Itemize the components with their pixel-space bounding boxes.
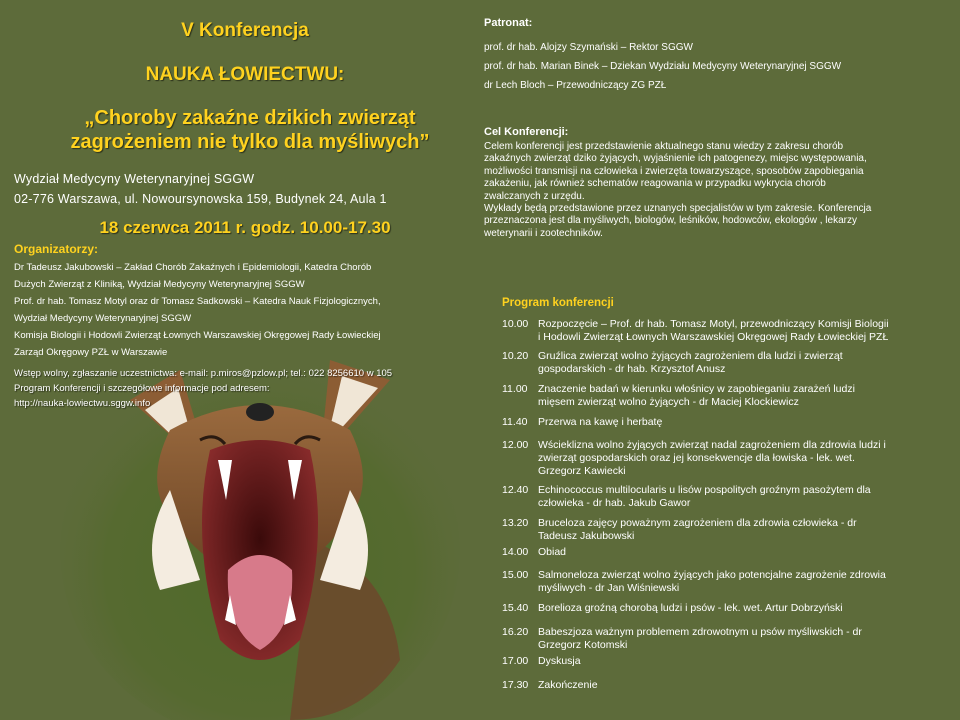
organizer-line: Zarząd Okręgowy PZŁ w Warszawie: [14, 347, 168, 358]
program-desc-line: mięsem zwierząt wolno żyjących - dr Maciej Klockiewicz: [538, 396, 799, 408]
program-desc-line: Salmoneloza zwierząt wolno żyjących jako potencjalne zagrożenie zdrowia: [538, 569, 886, 581]
program-desc: [538, 383, 952, 409]
program-desc-line: człowieka - dr hab. Jakub Gawor: [538, 497, 691, 509]
conference-topic: [10, 106, 490, 154]
program-time: 11.40: [502, 416, 528, 428]
program-time: 17.30: [502, 679, 529, 691]
goal-line: Celem konferencji jest przedstawienie aktualnego stanu wiedzy z zakresu chorób: [484, 141, 844, 152]
organizer-line: Komisja Biologii i Hodowli Zwierząt Łownych Warszawskiej Okręgowej Rady Łowieckiej: [14, 330, 381, 341]
conference-date: 18 czerwca 2011 r. godz. 10.00-17.30: [99, 218, 391, 237]
program-desc-line: Babeszjoza ważnym problemem zdrowotnym u psów myśliwskich - dr: [538, 626, 862, 638]
program-desc: [538, 484, 952, 510]
program-desc: [538, 439, 952, 478]
organizer-line: Wydział Medycyny Weterynaryjnej SGGW: [14, 313, 192, 324]
patron-line: dr Lech Bloch – Przewodniczący ZG PZŁ: [484, 80, 667, 91]
program-heading: Program konferencji: [502, 297, 614, 309]
goal-line: weterynarii i zootechników.: [484, 227, 603, 239]
program-item: [502, 602, 952, 615]
program-desc: [538, 602, 952, 615]
program-time: 15.40: [502, 602, 529, 614]
program-desc: [538, 350, 952, 376]
program-desc-line: Grzegorz Kawiecki: [538, 465, 626, 477]
goal-line: możliwości transmisji na człowieka i zwierzęta towarzyszące, sposobów zapobiegania: [484, 165, 864, 177]
program-desc: [538, 318, 952, 344]
topic-line: „Choroby zakaźne dzikich zwierząt: [84, 107, 416, 129]
program-desc-line: Borelioza groźną chorobą ludzi i psów - lek. wet. Artur Dobrzyński: [538, 602, 843, 614]
program-desc-line: Zakończenie: [538, 679, 598, 691]
program-time: 10.20: [502, 350, 529, 362]
program-desc: [538, 517, 952, 543]
program-item: [502, 318, 952, 344]
program-desc-line: Obiad: [538, 546, 567, 558]
venue-line: Wydział Medycyny Weterynaryjnej SGGW: [14, 172, 255, 186]
program-desc-line: Tadeusz Jakubowski: [538, 530, 635, 542]
program-desc-line: Grzegorz Kotomski: [538, 639, 628, 651]
program-desc-line: Przerwa na kawę i herbatę: [538, 416, 663, 428]
program-item: [502, 350, 952, 376]
program-desc-line: gospodarskich - dr hab. Krzysztof Anusz: [538, 363, 726, 375]
goal-line: zwalczanych z urzędu.: [484, 190, 585, 202]
program-time: 13.20: [502, 517, 529, 529]
program-item: [502, 439, 952, 478]
goal-line: zakażeniu, jak również schematów reagowania w przypadku wykrycia chorób: [484, 178, 826, 190]
program-item: [502, 679, 952, 692]
program-time: 12.40: [502, 484, 529, 496]
patron-line: prof. dr hab. Marian Binek – Dziekan Wydziału Medycyny Weterynaryjnej SGGW: [484, 61, 842, 72]
topic-line: zagrożeniem nie tylko dla myśliwych”: [70, 131, 430, 153]
program-desc-line: Bruceloza zajęcy poważnym zagrożeniem dla zdrowia człowieka - dr: [538, 517, 857, 529]
patronage-heading: Patronat:: [484, 17, 533, 29]
program-time: 10.00: [502, 318, 529, 330]
program-item: [502, 416, 952, 429]
program-desc: [538, 569, 952, 595]
program-desc: [538, 626, 952, 652]
program-desc: [538, 655, 952, 668]
program-item: [502, 517, 952, 543]
program-desc: [538, 416, 952, 429]
program-item: [502, 626, 952, 652]
program-time: 15.00: [502, 569, 529, 581]
program-time: 17.00: [502, 655, 529, 667]
organizers-heading: Organizatorzy:: [14, 242, 99, 256]
program-time: 12.00: [502, 439, 529, 451]
goal-line: przeznaczona jest dla myśliwych, biologów, leśników, hodowców, ekologów , lekarzy: [484, 215, 857, 227]
program-desc: [538, 679, 952, 692]
contact-line: Wstęp wolny, zgłaszanie uczestnictwa: e-mail: p.miros@pzlow.pl; tel.: 022 8256610 w 105: [14, 368, 393, 379]
organizer-line: Dużych Zwierząt z Kliniką, Wydział Medycyny Weterynaryjnej SGGW: [14, 279, 305, 290]
goal-text: [484, 141, 946, 240]
program-time: 16.20: [502, 626, 529, 638]
organizer-line: Dr Tadeusz Jakubowski – Zakład Chorób Zakaźnych i Epidemiologii, Katedra Chorób: [14, 262, 372, 273]
contact-line: Program Konferencji i szczegółowe informacje pod adresem:: [14, 383, 270, 394]
program-item: [502, 546, 952, 559]
goal-line: Wykłady będą przedstawione przez uznanych specjalistów w tym zakresie. Konferencja: [484, 203, 872, 215]
contact-info: [14, 366, 454, 411]
program-desc-line: myśliwych - dr Jan Wiśniewski: [538, 582, 680, 594]
conference-number: V Konferencja: [181, 20, 309, 41]
patron-line: prof. dr hab. Alojzy Szymański – Rektor SGGW: [484, 42, 693, 53]
program-desc-line: Dyskusja: [538, 655, 581, 667]
conference-name: NAUKA ŁOWIECTWU:: [145, 64, 345, 85]
program-desc: [538, 546, 952, 559]
website-link[interactable]: http://nauka-lowiectwu.sggw.info: [14, 398, 151, 409]
program-item: [502, 569, 952, 595]
program-time: 11.00: [502, 383, 528, 395]
program-desc-line: zwierząt gospodarskich oraz jej konsekwencje dla łowiska - lek. wet.: [538, 452, 855, 464]
organizer-line: Prof. dr hab. Tomasz Motyl oraz dr Tomasz Sadkowski – Katedra Nauk Fizjologicznych,: [14, 296, 381, 307]
program-desc-line: Rozpoczęcie – Prof. dr hab. Tomasz Motyl, przewodniczący Komisji Biologii: [538, 318, 889, 330]
program-desc-line: Echinococcus multilocularis u lisów pospolitych groźnym pasożytem dla: [538, 484, 871, 496]
goal-line: zakaźnych zwierząt dziko żyjących, wyjaśnienie ich patogenezy, miejsc występowania,: [484, 153, 867, 165]
program-desc-line: i Hodowli Zwierząt Łownych Warszawskiej Okręgowej Rady Łowieckiej PZŁ: [538, 331, 889, 343]
program-desc-line: Gruźlica zwierząt wolno żyjących zagrożeniem dla ludzi i zwierząt: [538, 350, 843, 362]
patronage-list: [484, 38, 841, 95]
program-time: 14.00: [502, 546, 529, 558]
program-item: [502, 383, 952, 409]
program-item: [502, 655, 952, 668]
program-desc-line: Wścieklizna wolno żyjących zwierząt nadal zagrożeniem dla zdrowia ludzi i: [538, 439, 886, 451]
program-desc-line: Znaczenie badań w kierunku włośnicy w zapobieganiu zarażeń ludzi: [538, 383, 855, 395]
goal-heading: Cel Konferencji:: [484, 126, 569, 138]
program-item: [502, 484, 952, 510]
venue-address: 02-776 Warszawa, ul. Nowoursynowska 159, Budynek 24, Aula 1: [14, 192, 387, 206]
